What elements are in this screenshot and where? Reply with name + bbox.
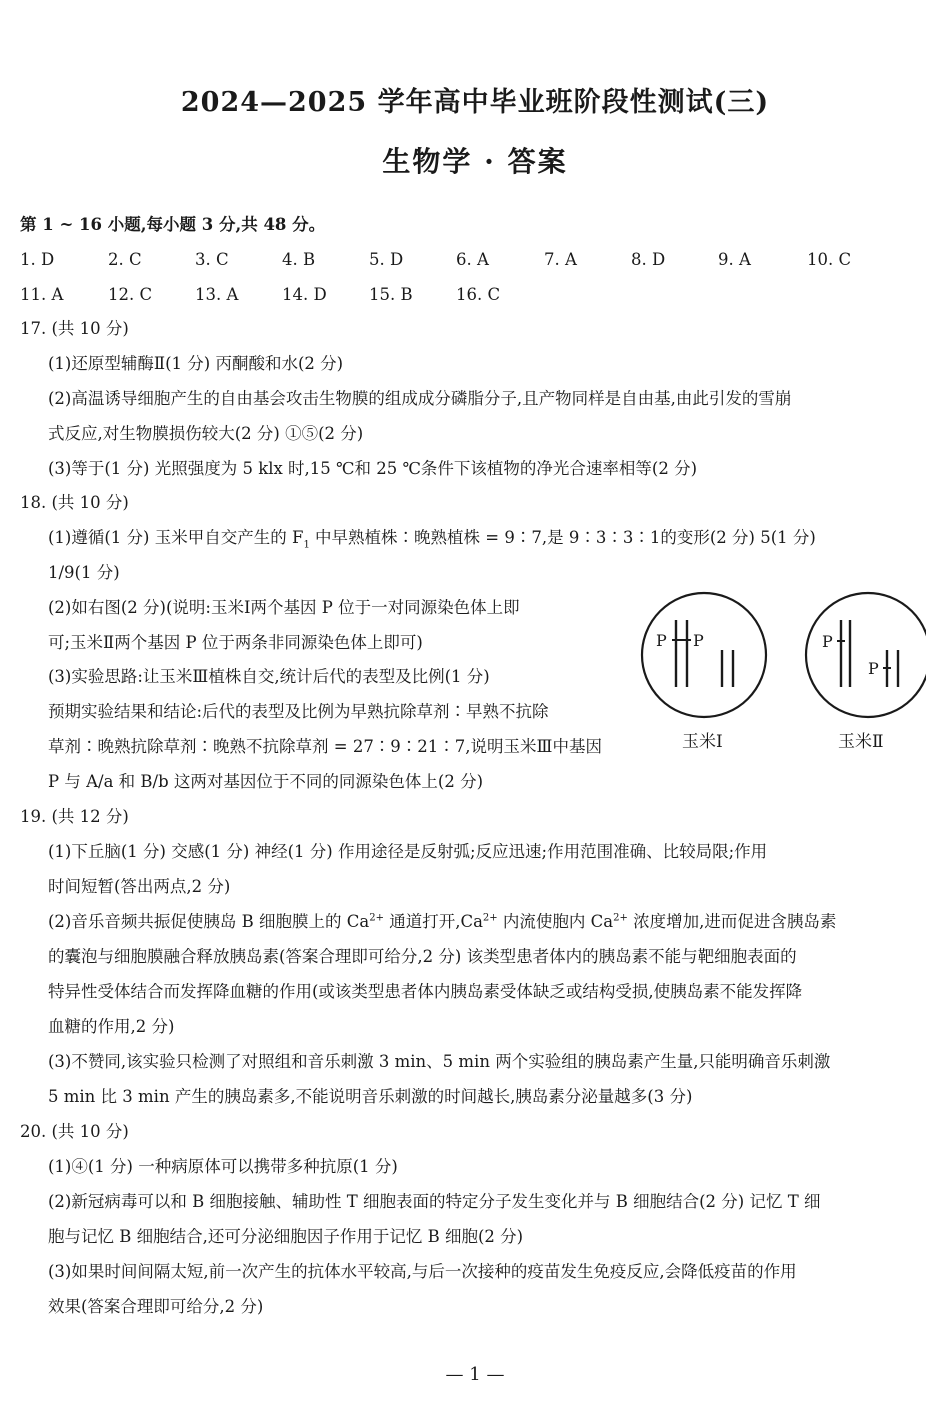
- q18-part2-line2: 可;玉米Ⅱ两个基因 P 位于两条非同源染色体上即可): [48, 633, 423, 652]
- cell-circle-2: [806, 593, 926, 717]
- q18-part1-line2: 1/9(1 分): [48, 563, 120, 582]
- mc-answer: 10. C: [807, 250, 852, 269]
- mc-answer: 6. A: [456, 250, 489, 269]
- q18-part1-text-b: 中早熟植株∶晚熟植株 = 9∶7,是 9∶3∶3∶1的变形(2 分) 5(1 分): [309, 528, 816, 547]
- q20-part2-line1: (2)新冠病毒可以和 B 细胞接触、辅助性 T 细胞表面的特定分子发生变化并与 B 细胞结合(2 分) 记忆 T 细: [48, 1192, 821, 1211]
- q17-heading: 17. (共 10 分): [20, 319, 129, 338]
- q19-part2-line4: 血糖的作用,2 分): [48, 1017, 175, 1036]
- mc-answer: 1. D: [20, 250, 55, 269]
- q20-part1: (1)④(1 分) 一种病原体可以携带多种抗原(1 分): [48, 1157, 398, 1176]
- mc-answer: 14. D: [282, 285, 327, 304]
- q20-heading: 20. (共 10 分): [20, 1122, 129, 1141]
- q19-part3-line2: 5 min 比 3 min 产生的胰岛素多,不能说明音乐刺激的时间越长,胰岛素分泌量越多(3 分): [48, 1087, 693, 1106]
- gene-label: P: [693, 631, 704, 650]
- figure-caption-corn-2: 玉米Ⅱ: [838, 732, 884, 752]
- cell-circle-1: [642, 593, 766, 717]
- q18-part1-text-a: (1)遵循(1 分) 玉米甲自交产生的 F: [48, 528, 304, 547]
- charge-superscript: 2+: [482, 912, 498, 924]
- mc-answer: 2. C: [108, 250, 142, 269]
- mc-answer: 4. B: [282, 250, 316, 269]
- q19-part2-text-d: 浓度增加,进而促进含胰岛素: [627, 912, 837, 931]
- q19-part2-text-b: 通道打开,Ca: [383, 912, 483, 931]
- q18-part3-line1: (3)实验思路:让玉米Ⅲ植株自交,统计后代的表型及比例(1 分): [48, 667, 490, 686]
- mc-answer: 5. D: [369, 250, 404, 269]
- q20-part2-line2: 胞与记忆 B 细胞结合,还可分泌细胞因子作用于记忆 B 细胞(2 分): [48, 1227, 524, 1246]
- q18-part3-line2: 预期实验结果和结论:后代的表型及比例为早熟抗除草剂∶早熟不抗除: [48, 702, 549, 721]
- q17-part3: (3)等于(1 分) 光照强度为 5 klx 时,15 ℃和 25 ℃条件下该植物的净光合速率相等(2 分): [48, 459, 698, 478]
- gene-label: P: [868, 659, 879, 678]
- q19-part2-text-c: 内流使胞内 Ca: [497, 912, 614, 931]
- q19-part3-line1: (3)不赞同,该实验只检测了对照组和音乐刺激 3 min、5 min 两个实验组的胰岛素产生量,只能明确音乐刺激: [48, 1052, 831, 1071]
- figure-caption-corn-1: 玉米Ⅰ: [682, 732, 723, 752]
- q19-part2-line1: [48, 911, 836, 933]
- f1-subscript: 1: [303, 539, 310, 551]
- q18-part3-line4: P 与 A/a 和 B/b 这两对基因位于不同的同源染色体上(2 分): [48, 772, 484, 791]
- q18-part1-line1: [48, 527, 816, 549]
- mc-answer: 9. A: [718, 250, 751, 269]
- q18-heading: 18. (共 10 分): [20, 493, 129, 512]
- q19-part2-line2: 的囊泡与细胞膜融合释放胰岛素(答案合理即可给分,2 分) 该类型患者体内的胰岛素不能与靶细胞表面的: [48, 947, 797, 966]
- q19-part2-text-a: (2)音乐音频共振促使胰岛 B 细胞膜上的 Ca: [48, 912, 370, 931]
- mc-answer: 13. A: [195, 285, 239, 304]
- q17-part2-line2: 式反应,对生物膜损伤较大(2 分) ①⑤(2 分): [48, 424, 364, 443]
- charge-superscript: 2+: [369, 912, 384, 924]
- mc-intro: 第 1 ~ 16 小题,每小题 3 分,共 48 分。: [20, 215, 326, 234]
- mc-answer: 15. B: [369, 285, 413, 304]
- charge-superscript: 2+: [613, 912, 628, 924]
- mc-answer: 11. A: [20, 285, 64, 304]
- q19-part2-line3: 特异性受体结合而发挥降血糖的作用(或该类型患者体内胰岛素受体缺乏或结构受损,使胰岛素不能发挥降: [48, 982, 803, 1001]
- q17-part1: (1)还原型辅酶Ⅱ(1 分) 丙酮酸和水(2 分): [48, 354, 344, 373]
- q18-part2-line1: (2)如右图(2 分)(说明:玉米Ⅰ两个基因 P 位于一对同源染色体上即: [48, 598, 520, 617]
- gene-label: P: [822, 632, 833, 651]
- chromosome-figure: [636, 590, 926, 722]
- mc-answer: 7. A: [544, 250, 577, 269]
- page-subtitle: 生物学 · 答案: [382, 145, 568, 178]
- q20-part3-line1: (3)如果时间间隔太短,前一次产生的抗体水平较高,与后一次接种的疫苗发生免疫反应,会降低疫苗的作用: [48, 1262, 797, 1281]
- q17-part2-line1: (2)高温诱导细胞产生的自由基会攻击生物膜的组成成分磷脂分子,且产物同样是自由基,由此引发的雪崩: [48, 389, 792, 408]
- page-number: — 1 —: [445, 1364, 505, 1385]
- mc-answer: 16. C: [456, 285, 501, 304]
- gene-label: P: [656, 631, 667, 650]
- q20-part3-line2: 效果(答案合理即可给分,2 分): [48, 1297, 264, 1316]
- q19-part1-line1: (1)下丘脑(1 分) 交感(1 分) 神经(1 分) 作用途径是反射弧;反应迅速;作用范围准确、比较局限;作用: [48, 842, 768, 861]
- mc-answer: 8. D: [631, 250, 666, 269]
- page-title: 2024—2025 学年高中毕业班阶段性测试(三): [180, 87, 770, 118]
- q19-part1-line2: 时间短暂(答出两点,2 分): [48, 877, 231, 896]
- mc-answer: 12. C: [108, 285, 153, 304]
- q18-part3-line3: 草剂∶晚熟抗除草剂∶晚熟不抗除草剂 = 27∶9∶21∶7,说明玉米Ⅲ中基因: [48, 737, 602, 756]
- q19-heading: 19. (共 12 分): [20, 807, 129, 826]
- mc-answer: 3. C: [195, 250, 229, 269]
